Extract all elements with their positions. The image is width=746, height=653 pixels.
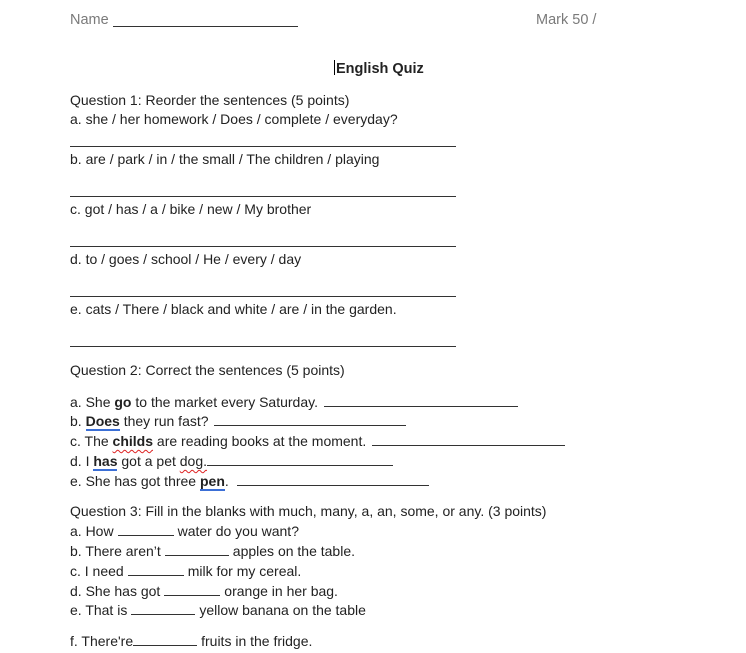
text-cursor xyxy=(334,60,335,75)
q3-blank-e[interactable] xyxy=(131,600,195,615)
q1-answer-line-c[interactable] xyxy=(70,246,456,247)
mark-label: Mark 50 / xyxy=(536,12,597,28)
q1-answer-line-e[interactable] xyxy=(70,346,456,347)
q1-item-b: b. are / park / in / the small / The children / playing xyxy=(70,151,380,167)
name-label: Name xyxy=(70,12,109,28)
q2-item-b xyxy=(70,411,406,430)
q2-d-pre: d. I xyxy=(70,453,94,469)
question-2-heading: Question 2: Correct the sentences (5 points) xyxy=(70,362,345,378)
q3-blank-b[interactable] xyxy=(165,541,229,556)
q3-c-pre: c. I need xyxy=(70,563,124,579)
q2-item-c xyxy=(70,431,565,450)
q2-a-pre: a. She xyxy=(70,394,115,410)
q1-item-d: d. to / goes / school / He / every / day xyxy=(70,251,302,267)
q3-f-post: fruits in the fridge. xyxy=(201,633,313,649)
q3-item-e xyxy=(70,600,366,619)
q2-item-a xyxy=(70,392,518,411)
q2-b-pre: b. xyxy=(70,413,86,429)
q3-d-pre: d. She has got xyxy=(70,583,161,599)
q2-c-pre: c. The xyxy=(70,433,113,449)
q1-answer-line-a[interactable] xyxy=(70,146,456,147)
name-answer-line[interactable] xyxy=(113,26,298,27)
q1-item-c: c. got / has / a / bike / new / My brother xyxy=(70,201,312,217)
q3-a-post: water do you want? xyxy=(177,523,299,539)
question-1-heading: Question 1: Reorder the sentences (5 points) xyxy=(70,92,350,108)
q2-c-post: are reading books at the moment. xyxy=(153,433,367,449)
q2-answer-blank-d[interactable] xyxy=(207,451,393,466)
q1-answer-line-d[interactable] xyxy=(70,296,456,297)
q3-item-c xyxy=(70,561,301,580)
q2-d-post: got a pet xyxy=(117,453,180,469)
q2-a-post: to the market every Saturday. xyxy=(131,394,318,410)
q3-item-f xyxy=(70,631,312,650)
q2-b-post: they run fast? xyxy=(119,413,209,429)
q3-e-post: yellow banana on the table xyxy=(199,602,366,618)
q3-e-pre: e. That is xyxy=(70,602,128,618)
q2-e-pre: e. She has got three xyxy=(70,473,200,489)
q3-a-pre: a. How xyxy=(70,523,114,539)
q3-item-b xyxy=(70,541,355,560)
q2-e-word: pen xyxy=(199,473,225,489)
q2-answer-blank-a[interactable] xyxy=(324,392,518,407)
question-3-heading: Question 3: Fill in the blanks with much, many, a, an, some, or any. (3 points) xyxy=(70,503,547,519)
q2-d-word: has xyxy=(93,453,118,469)
q3-b-post: apples on the table. xyxy=(232,543,356,559)
q3-blank-d[interactable] xyxy=(164,581,220,596)
q2-answer-blank-e[interactable] xyxy=(237,471,429,486)
q2-answer-blank-c[interactable] xyxy=(372,431,565,446)
q2-c-word: childs xyxy=(112,433,154,449)
q2-answer-blank-b[interactable] xyxy=(214,411,406,426)
q3-d-post: orange in her bag. xyxy=(224,583,338,599)
q3-f-pre: f. There're xyxy=(70,633,134,649)
q3-blank-a[interactable] xyxy=(118,521,174,536)
q3-blank-c[interactable] xyxy=(128,561,184,576)
q1-item-a: a. she / her homework / Does / complete / everyday? xyxy=(70,111,398,127)
q2-e-post: . xyxy=(224,473,229,489)
q2-a-word: go xyxy=(114,394,132,410)
q3-c-post: milk for my cereal. xyxy=(187,563,302,579)
q2-b-word: Does xyxy=(85,413,120,429)
q2-d-extra: dog. xyxy=(179,453,208,469)
q1-item-e: e. cats / There / black and white / are / in the garden. xyxy=(70,301,397,317)
quiz-title: English Quiz xyxy=(336,61,424,77)
q3-b-pre: b. There aren’t xyxy=(70,543,161,559)
q1-answer-line-b[interactable] xyxy=(70,196,456,197)
q2-item-e xyxy=(70,471,429,490)
q3-blank-f[interactable] xyxy=(133,631,197,646)
q2-item-d xyxy=(70,451,393,470)
q3-item-a xyxy=(70,521,299,540)
q3-item-d xyxy=(70,581,338,600)
